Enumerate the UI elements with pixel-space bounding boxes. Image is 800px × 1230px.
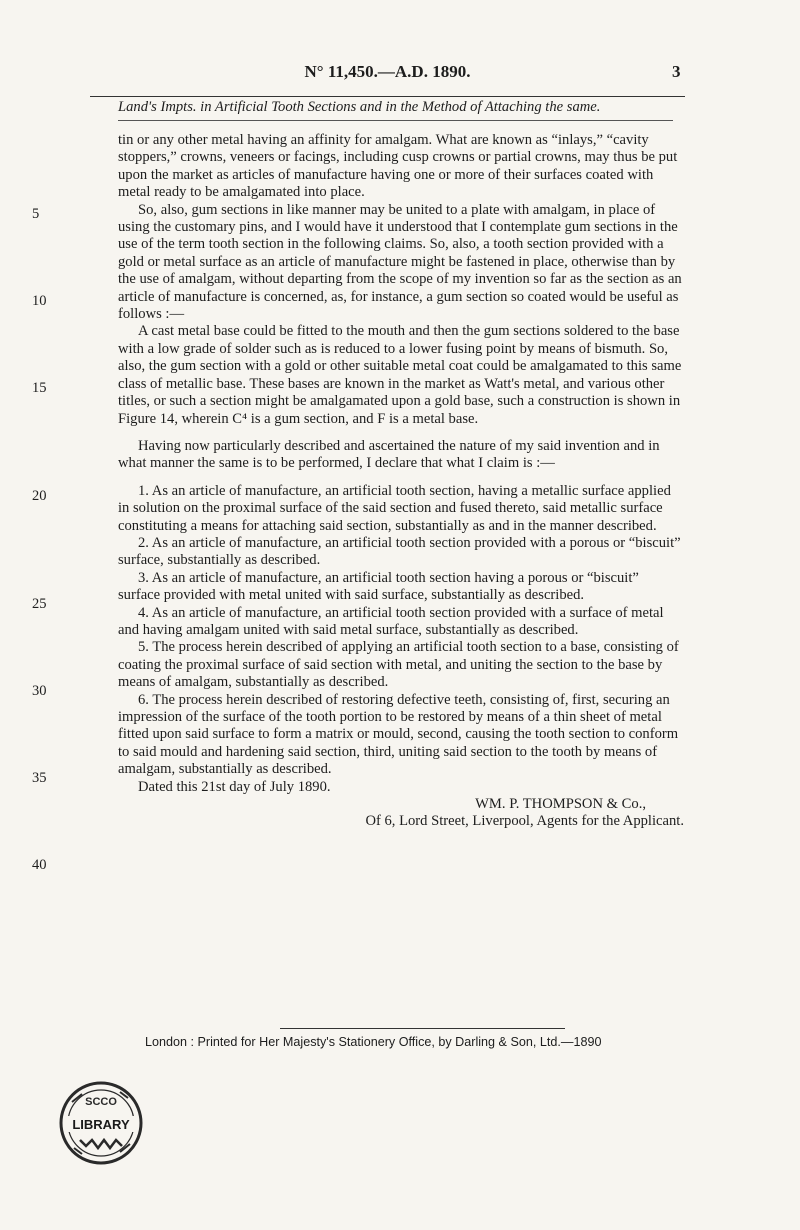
stamp-library-text: LIBRARY — [72, 1117, 130, 1132]
claim-5: 5. The process herein described of applying an artificial tooth section to a base, consisting of coating the proximal surface of said section with metal, and uniting the section to the base by means of amalgam, substantially as described. — [118, 639, 679, 691]
line-number-40: 40 — [32, 857, 47, 873]
line-number-20: 20 — [32, 488, 47, 504]
stamp-top-text: SCCO — [85, 1096, 117, 1108]
line-number-10: 10 — [32, 293, 47, 309]
agent-address: Of 6, Lord Street, Liverpool, Agents for the Applicant. — [365, 813, 684, 830]
line-number-30: 30 — [32, 683, 47, 699]
agent-name: WM. P. THOMPSON & Co., — [475, 796, 646, 813]
subtitle-rule — [118, 120, 673, 121]
line-number-25: 25 — [32, 596, 47, 612]
running-title: Land's Impts. in Artificial Tooth Sections and in the Method of Attaching the same. — [118, 99, 601, 115]
claim-1: 1. As an article of manufacture, an artificial tooth section, having a metallic surface applied in solution on the proximal surface of the said section and fused thereto, said metallic surface constituting a means for attaching said section, substantially as and in the manner described. — [118, 482, 671, 534]
library-stamp — [58, 1080, 144, 1166]
claim-6: 6. The process herein described of restoring defective teeth, consisting of, first, securing an impression of the surface of the tooth portion to be restored by means of a thin sheet of metal fitted upon said surface to form a matrix or mould, second, causing the tooth section to conform to said mould and hardening said section, third, uniting said section to the tooth by means of amalgam, substantially as described. — [118, 691, 679, 778]
specification-body — [118, 132, 684, 831]
claim-4: 4. As an article of manufacture, an artificial tooth section provided with a surface of metal and having amalgam united with said metal surface, substantially as described. — [118, 604, 664, 638]
line-number-35: 35 — [32, 770, 47, 786]
claim-3: 3. As an article of manufacture, an artificial tooth section having a porous or “biscuit” surface provided with metal united with said surface, substantially as described. — [118, 569, 639, 604]
paragraph-claim-preamble: Having now particularly described and ascertained the nature of my said invention and in what manner the same is to be performed, I declare that what I claim is :— — [118, 437, 660, 472]
paragraph-cast-metal-base: A cast metal base could be fitted to the mouth and then the gum sections soldered to the base with a low grade of solder such as is reduced to a lower fusing point by means of bismuth. So, also, the gum section with a gold or other suitable metal coat could be amalgamated to this same class of metallic base. These bases are known in the market as Watt's metal, and various other titles, or such a section might be amalgamated upon a gold base, such a construction is shown in Figure 14, wherein C⁴ is a gum section, and F is a metal base. — [118, 323, 682, 427]
paragraph-inlays: tin or any other metal having an affinity for amalgam. What are known as “inlays,” “cavity stoppers,” crowns, veneers or facings, including cusp crowns or partial crowns, may thus be put upon the market as articles of manufacture having one or more of their surfaces coated with metal ready to be amalgamated into place. — [118, 132, 678, 201]
line-number-15: 15 — [32, 380, 47, 396]
line-number-5: 5 — [32, 206, 40, 222]
paragraph-gum-sections: So, also, gum sections in like manner may be united to a plate with amalgam, in place of using the customary pins, and I would have it understood that I contemplate gum sections in the use of the term tooth section in the following claims. So, also, a tooth section provided with a gold or metal surface as an article of manufacture might be fastened in place, otherwise than by the use of amalgam, without departing from the scope of my invention so far as the section as an article of manufacture is concerned, as, for instance, a gum section so coated would be useful as follows :— — [118, 201, 682, 323]
footer-rule — [280, 1028, 565, 1029]
header-rule — [90, 96, 685, 97]
patent-number-header: N° 11,450.—A.D. 1890. — [304, 62, 471, 81]
printer-imprint: London : Printed for Her Majesty's Stationery Office, by Darling & Son, Ltd.—1890 — [145, 1035, 602, 1049]
page-number: 3 — [672, 62, 681, 81]
claim-2: 2. As an article of manufacture, an artificial tooth section provided with a porous or “biscuit” surface, substantially as described. — [118, 534, 681, 569]
dated-line: Dated this 21st day of July 1890. — [138, 778, 331, 795]
